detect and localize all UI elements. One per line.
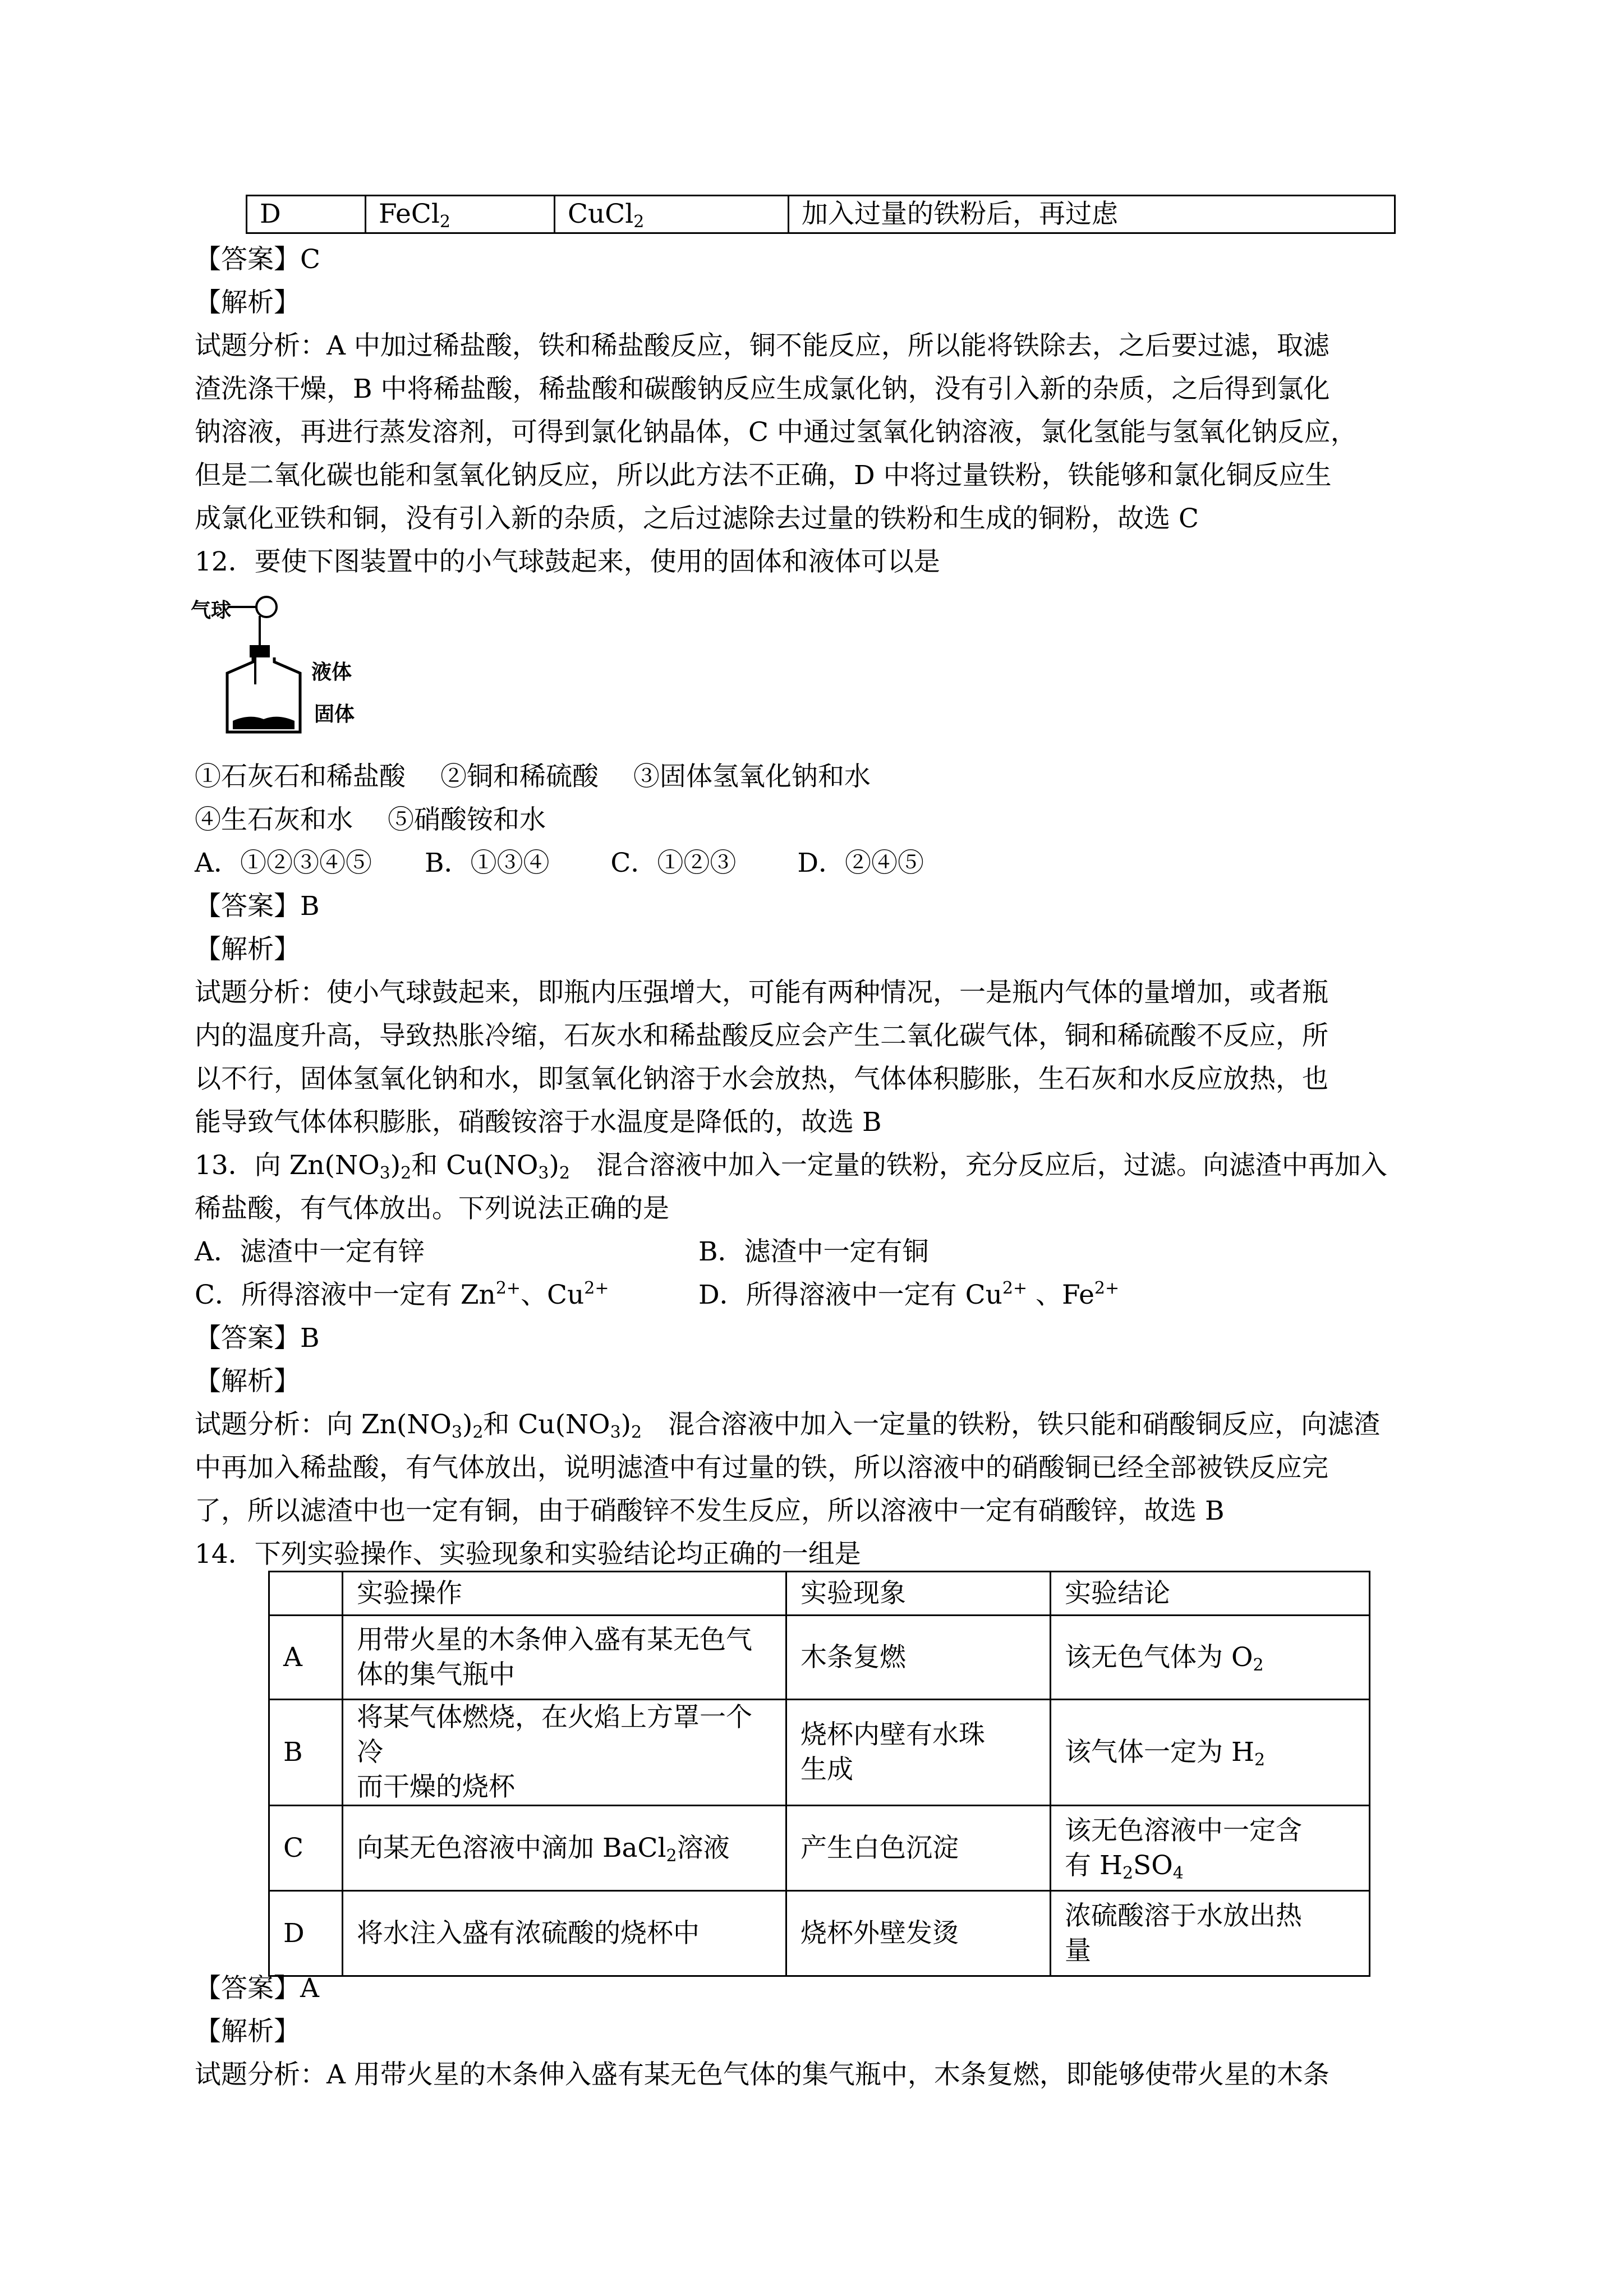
q11-analysis-line: 成氯化亚铁和铜，没有引入新的杂质，之后过滤除去过量的铁粉和生成的铜粉，故选 C [195,503,1199,534]
figure-label-liquid: 液体 [311,661,352,684]
row-label: B [269,1700,343,1806]
operation-cell: 将某气体燃烧，在火焰上方罩一个冷 而干燥的烧杯 [343,1700,786,1806]
header-cell: 实验结论 [1051,1572,1370,1616]
row-label: A [269,1616,343,1700]
q11-analysis-head: 【解析】 [195,287,300,318]
row-label: D [269,1891,343,1976]
q12-items: ①石灰石和稀盐酸 ②铜和稀硫酸 ③固体氢氧化钠和水 [195,761,871,792]
q12-analysis-line: 以不行，固体氢氧化钠和水，即氢氧化钠溶于水会放热，气体体积膨胀，生石灰和水反应放热，也 [195,1064,1328,1094]
table-row [269,1616,1370,1700]
phenomenon-cell: 产生白色沉淀 [786,1806,1051,1891]
q14-analysis-line: 试题分析：A 用带火星的木条伸入盛有某无色气体的集气瓶中，木条复燃，即能够使带火星的木条 [195,2059,1329,2090]
phenomenon-cell: 烧杯外壁发烫 [786,1891,1051,1976]
q12-stem: 12．要使下图装置中的小气球鼓起来，使用的固体和液体可以是 [195,546,940,577]
q11-analysis-line: 渣洗涤干燥，B 中将稀盐酸，稀盐酸和碳酸钠反应生成氯化钠，没有引入新的杂质，之后得到氯化 [195,374,1330,404]
method-cell: 加入过量的铁粉后，再过虑 [789,196,1395,233]
q13-option-d: D．所得溶液中一定有 $Cu^{2+}$ 、$Fe^{2+}$ [698,1278,1120,1310]
q12-answer: 【答案】B [195,891,320,922]
figure-label-solid: 固体 [314,703,355,726]
q13-analysis-head: 【解析】 [195,1366,300,1397]
q12-items: ④生石灰和水 ⑤硝酸铵和水 [195,804,546,835]
q13-analysis-line: 中再加入稀盐酸，有气体放出，说明滤渣中有过量的铁，所以溶液中的硝酸铜已经全部被铁反应完 [195,1452,1328,1483]
operation-cell: 将水注入盛有浓硫酸的烧杯中 [343,1891,786,1976]
q13-answer: 【答案】B [195,1323,320,1354]
table-row [269,1806,1370,1891]
q14-analysis-head: 【解析】 [195,2016,300,2047]
q12-analysis-head: 【解析】 [195,934,300,965]
header-cell: 实验操作 [343,1572,786,1616]
q12-options: A．①②③④⑤ B．①③④ C．①②③ D．②④⑤ [195,848,924,878]
conclusion-cell: 该无色气体为 $O_2$ [1051,1616,1370,1700]
conclusion-cell: 该气体一定为 $H_2$ [1051,1700,1370,1806]
substance-cell: CuCl$_2$ [555,196,789,233]
q13-stem: 稀盐酸，有气体放出。下列说法正确的是 [195,1193,669,1224]
q11-answer: 【答案】C [195,244,320,275]
table-row [269,1891,1370,1976]
impurity-cell: FeCl$_2$ [366,196,555,233]
q11-analysis-line: 钠溶液，再进行蒸发溶剂，可得到氯化钠晶体，C 中通过氢氧化钠溶液，氯化氢能与氢氧化钠反应， [195,417,1357,448]
q13-stem: 13．向 $Zn(NO_3)_2$和 $Cu(NO_3)_2$ 混合溶液中加入一定量的铁粉，充分反应后，过滤。向滤渣中再加入 [195,1150,1387,1183]
header-cell: 实验现象 [786,1572,1051,1616]
conclusion-cell: 浓硫酸溶于水放出热 量 [1051,1891,1370,1976]
table-row [269,1700,1370,1806]
table-row [247,196,1395,233]
row-label: C [269,1806,343,1891]
q14-answer: 【答案】A [195,1973,319,2004]
q11-analysis-line: 但是二氧化碳也能和氢氧化钠反应，所以此方法不正确，D 中将过量铁粉，铁能够和氯化铜反应生 [195,460,1332,491]
balloon-apparatus-figure [191,595,379,740]
q13-option-a: A．滤渣中一定有锌 [195,1236,425,1267]
phenomenon-cell: 木条复燃 [786,1616,1051,1700]
table-row [269,1572,1370,1616]
phenomenon-cell: 烧杯内壁有水珠 生成 [786,1700,1051,1806]
q12-analysis-line: 内的温度升高，导致热胀冷缩，石灰水和稀盐酸反应会产生二氧化碳气体，铜和稀硫酸不反应，所 [195,1020,1328,1051]
q11-table-row-d [246,195,1396,234]
q11-analysis-line: 试题分析：A 中加过稀盐酸，铁和稀盐酸反应，铜不能反应，所以能将铁除去，之后要过滤，取滤 [195,330,1329,361]
q12-analysis-line: 试题分析：使小气球鼓起来，即瓶内压强增大，可能有两种情况，一是瓶内气体的量增加，或者瓶 [195,977,1328,1008]
conclusion-cell: 该无色溶液中一定含 有 $H_2SO_4$ [1051,1806,1370,1891]
q14-stem: 14．下列实验操作、实验现象和实验结论均正确的一组是 [195,1539,861,1570]
q14-table [268,1571,1370,1977]
q13-option-c: C．所得溶液中一定有 $Zn^{2+}$、$Cu^{2+}$ [195,1278,609,1310]
q13-analysis-line: 试题分析：向 $Zn(NO_3)_2$和 $Cu(NO_3)_2$ 混合溶液中加入一定量的铁粉，铁只能和硝酸铜反应，向滤渣 [195,1409,1381,1442]
q13-analysis-line: 了，所以滤渣中也一定有铜，由于硝酸锌不发生反应，所以溶液中一定有硝酸锌，故选 B [195,1496,1225,1526]
figure-label-balloon: 气球 [191,599,232,622]
q12-analysis-line: 能导致气体体积膨胀，硝酸铵溶于水温度是降低的，故选 B [195,1107,882,1138]
q13-option-b: B．滤渣中一定有铜 [698,1236,929,1267]
row-label: D [247,196,366,233]
operation-cell: 用带火星的木条伸入盛有某无色气 体的集气瓶中 [343,1616,786,1700]
operation-cell: 向某无色溶液中滴加 BaCl$_2$溶液 [343,1806,786,1891]
